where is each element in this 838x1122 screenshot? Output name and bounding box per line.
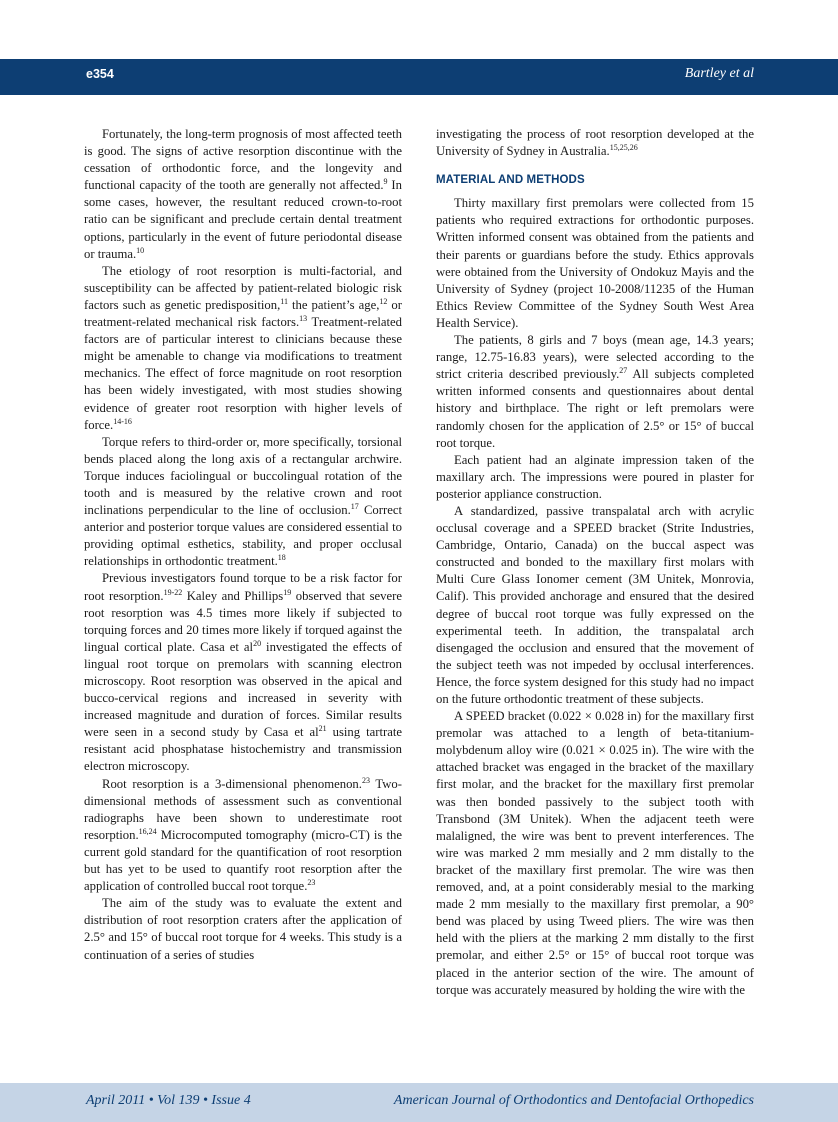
header-bar xyxy=(0,59,838,95)
left-column xyxy=(84,126,402,964)
footer-bar xyxy=(0,1083,838,1122)
paragraph: Root resorption is a 3-dimensional phenomenon.$^{23}$ Two-dimensional methods of assessment such as conventional radiographs have been shown to underestimate root resorption.$^{16,24}$ Microcomputed tomography (micro-CT) is the current gold standard for the quantification of root resorption but has yet to be used to quantify root resorption after the application of controlled buccal root torque.$^{23}$ xyxy=(84,775,402,894)
page-number: e354 xyxy=(86,67,114,81)
section-heading: MATERIAL AND METHODS xyxy=(436,174,585,187)
paragraph: The aim of the study was to evaluate the extent and distribution of root resorption craters after the application of 2.5° and 15° of buccal root torque for 4 weeks. This study is a continuation of a series of studies xyxy=(84,896,402,962)
paragraph: investigating the process of root resorption developed at the University of Sydney in Australia.$^{15,25,26}$ xyxy=(436,127,754,159)
paragraph: Thirty maxillary first premolars were collected from 15 patients who required extractions for orthodontic purposes. Written informed consent was obtained from the patients and their parents or guardians before the study. Ethics approvals were obtained from the University of Ondokuz Mayis and the University of Sydney (project 10-2008/11235 of the Human Ethics Review Committee of the Sydney South West Area Health Service). xyxy=(436,196,754,330)
paragraph: Fortunately, the long-term prognosis of most affected teeth is good. The signs of active resorption discontinue with the cessation of orthodontic force, and the longevity and functional capacity of the tooth are generally not affected.$^9$ In some cases, however, the resultant reduced crown-to-root ratio can be significant and preclude certain dental treatment options, particularly in the event of future periodontal disease or trauma.$^{10}$ xyxy=(84,127,402,261)
paragraph: A SPEED bracket (0.022 × 0.028 in) for the maxillary first premolar was attached to a length of beta-titanium-molybdenum alloy wire (0.021 × 0.025 in). The wire with the attached bracket was engaged in the bracket of the maxillary first molar, and the bracket for the maxillary first premolar was then bonded passively to the subject tooth with Transbond (3M Unitek). When the adjacent teeth were malaligned, the wire was bent to prevent interferences. The wire was marked 2 mm mesially and 2 mm distally to the bracket of the maxillary first premolar. The wire was then removed, and, at a point considerably mesial to the marking made 2 mm mesially to the maxillary first premolar, a 90° bend was placed by using Tweed pliers. The wire was then held with the pliers at the marking 2 mm distally to the first premolar, and either 2.5° or 15° of buccal root torque was placed in the anterior section of the wire. The amount of torque was accurately measured by holding the wire with the xyxy=(436,709,754,997)
paragraph: Each patient had an alginate impression taken of the maxillary arch. The impressions were poured in plaster for posterior appliance construction. xyxy=(436,452,754,501)
paragraph: A standardized, passive transpalatal arch with acrylic occlusal coverage and a SPEED bracket (Strite Industries, Cambridge, Ontario, Canada) on the buccal aspect was constructed and bonded to the maxillary first molars with Multi Cure Glass Ionomer cement (3M Unitek, Monrovia, Calif). This provided anchorage and ensured that the desired degree of buccal root torque was fully expressed on the experimental teeth. In addition, the transpalatal arch disengaged the occlusion and ensured that the movement of the subject teeth was not impeded by occlusal interferences. Hence, the force system designed for this study had no impact on the future orthodontic treatment of these subjects. xyxy=(436,503,754,706)
paragraph: The etiology of root resorption is multi-factorial, and susceptibility can be affected by patient-related biologic risk factors such as genetic predisposition,$^{11}$ the patient’s age,$^{12}$ or treatment-related mechanical risk factors.$^{13}$ Treatment-related factors are of particular interest to clinicians because these might be amenable to change via modifications to treatment mechanics. The effect of force magnitude on root resorption has been widely investigated, with most studies showing evidence of greater root resorption with higher levels of force.$^{14-16}$ xyxy=(84,263,402,432)
journal-name: American Journal of Orthodontics and Dentofacial Orthopedics xyxy=(393,1093,754,1108)
paragraph: Previous investigators found torque to be a risk factor for root resorption.$^{19-22}$ Kaley and Phillips$^{19}$ observed that severe root resorption was 4.5 times more likely if subjected to torquing forces and 20 times more likely if torqued against the lingual cortical plate. Casa et $al^{20}$ investigated the effects of lingual root torque on premolars with scanning electron microscopy. Root resorption was observed in the apical and bucco-cervical regions and increased in severity with increased magnitude and duration of forces. Similar results were seen in a second study by Casa et $al^{21}$ using tartrate resistant acid phosphatase histochemistry and transmission electron microscopy. xyxy=(84,571,402,774)
paragraph: Torque refers to third-order or, more specifically, torsional bends placed along the long axis of a rectangular archwire. Torque induces faciolingual or buccolingual rotation of the tooth and is measured by the relative crown and root inclinations perpendicular to the line of occlusion.$^{17}$ Correct anterior and posterior torque values are considered essential to providing optimal esthetics, stability, and proper occlusal relationships in orthodontic treatment.$^{18}$ xyxy=(84,434,402,569)
paragraph: The patients, 8 girls and 7 boys (mean age, 14.3 years; range, 12.75-16.83 years), were selected according to the strict criteria described previously.$^{27}$ All subjects completed written informed consents and questionnaires about dental history and birthplace. The right or left premolars were randomly chosen for the application of 2.5° or 15° of buccal root torque. xyxy=(436,333,755,450)
running-head: Bartley et al xyxy=(684,66,754,81)
right-column xyxy=(436,126,754,999)
issue-info: April 2011 • Vol 139 • Issue 4 xyxy=(86,1093,251,1108)
